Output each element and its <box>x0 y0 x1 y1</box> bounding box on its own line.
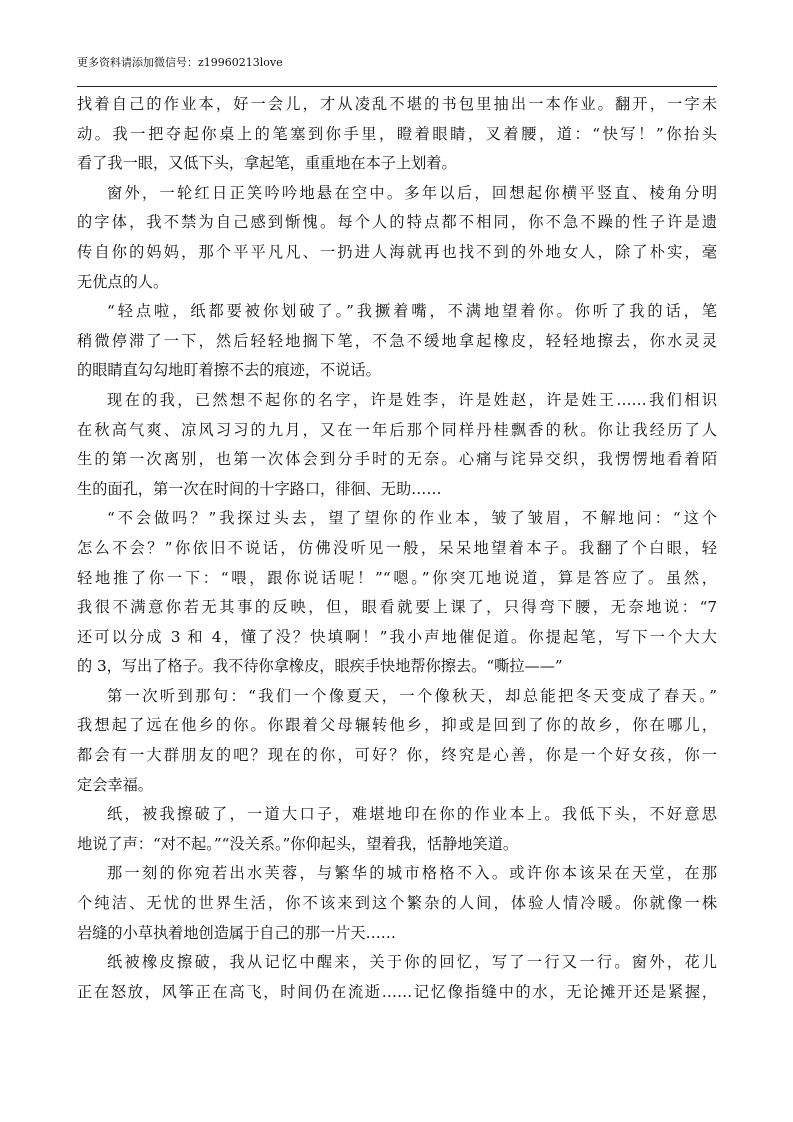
header-rule <box>77 86 717 87</box>
text-line: 那一刻的你宛若出水芙蓉，与繁华的城市格格不入。或许你本该呆在天堂，在那 <box>107 864 717 883</box>
body-text <box>77 90 717 1007</box>
text-line: “不会做吗？”我探过头去，望了望你的作业本，皱了皱眉，不解地问：“这个 <box>107 509 717 528</box>
text-line: 纸，被我擦破了，一道大口子，难堪地印在你的作业本上。我低下头，不好意思 <box>107 805 717 824</box>
page-header: 更多资料请添加微信号：z19960213love <box>77 56 283 69</box>
text-line: 生的面孔，第一次在时间的十字路口，徘徊、无助…… <box>77 479 442 498</box>
text-line: 的字体，我不禁为自己感到惭愧。每个人的特点都不相同，你不急不躁的性子许是遗 <box>77 213 717 232</box>
text-line: 纸被橡皮擦破，我从记忆中醒来，关于你的回忆，写了一行又一行。窗外，花儿 <box>107 953 717 972</box>
text-line: 传自你的妈妈，那个平平凡凡、一扔进人海就再也找不到的外地女人，除了朴实，毫 <box>77 242 717 261</box>
text-line: 都会有一大群朋友的吧？现在的你，可好？你，终究是心善，你是一个好女孩，你一 <box>77 746 717 765</box>
text-line: 正在怒放，风筝正在高飞，时间仍在流逝……记忆像指缝中的水，无论摊开还是紧握， <box>77 982 717 1001</box>
text-line: 生的第一次离别，也第一次体会到分手时的无奈。心痛与诧异交织，我愣愣地看着陌 <box>77 450 717 469</box>
text-line: 定会幸福。 <box>77 775 153 794</box>
text-line: 稍微停滞了一下，然后轻轻地搁下笔，不急不缓地拿起橡皮，轻轻地擦去，你水灵灵 <box>77 331 717 350</box>
text-line: 的眼睛直勾勾地盯着擦不去的痕迹，不说话。 <box>77 361 381 380</box>
text-line: 第一次听到那句：“我们一个像夏天，一个像秋天，却总能把冬天变成了春天。” <box>107 686 717 705</box>
text-line: “轻点啦，纸都要被你划破了。”我撅着嘴，不满地望着你。你听了我的话，笔 <box>107 302 717 321</box>
text-line: 无优点的人。 <box>77 272 169 291</box>
text-line: 窗外，一轮红日正笑吟吟地悬在空中。多年以后，回想起你横平竖直、棱角分明 <box>107 183 717 202</box>
text-line: 地说了声：“对不起。”“没关系。”你仰起头，望着我，恬静地笑道。 <box>77 834 519 853</box>
text-line: 看了我一眼，又低下头，拿起笔，重重地在本子上划着。 <box>77 154 457 173</box>
text-line: 动。我一把夺起你桌上的笔塞到你手里，瞪着眼睛，叉着腰，道：“快写！”你抬头 <box>77 124 717 143</box>
text-line: 现在的我，已然想不起你的名字，许是姓李，许是姓赵，许是姓王……我们相识 <box>107 390 717 409</box>
text-line: 轻地推了你一下：“喂，跟你说话呢！”“嗯。”你突兀地说道，算是答应了。虽然， <box>77 568 717 587</box>
text-line: 的 3，写出了格子。我不待你拿橡皮，眼疾手快地帮你擦去。“嘶拉——” <box>77 657 563 676</box>
text-line: 岩缝的小草执着地创造属于自己的那一片天…… <box>77 923 396 942</box>
text-line: 我想起了远在他乡的你。你跟着父母辗转他乡，抑或是回到了你的故乡，你在哪儿， <box>77 716 717 735</box>
text-line: 我很不满意你若无其事的反映，但，眼看就要上课了，只得弯下腰，无奈地说：“7 <box>77 598 717 617</box>
text-line: 在秋高气爽、凉风习习的九月，又在一年后那个同样丹桂飘香的秋。你让我经历了人 <box>77 420 717 439</box>
text-line: 找着自己的作业本，好一会儿，才从凌乱不堪的书包里抽出一本作业。翻开，一字未 <box>77 95 717 113</box>
text-line: 怎么不会？”你依旧不说话，仿佛没听见一般，呆呆地望着本子。我翻了个白眼，轻 <box>77 538 717 557</box>
text-line: 个纯洁、无忧的世界生活，你不该来到这个繁杂的人间，体验人情冷暖。你就像一株 <box>77 894 717 913</box>
text-line: 还可以分成 3 和 4，懂了没？快填啊！”我小声地催促道。你提起笔，写下一个大大 <box>77 627 717 646</box>
